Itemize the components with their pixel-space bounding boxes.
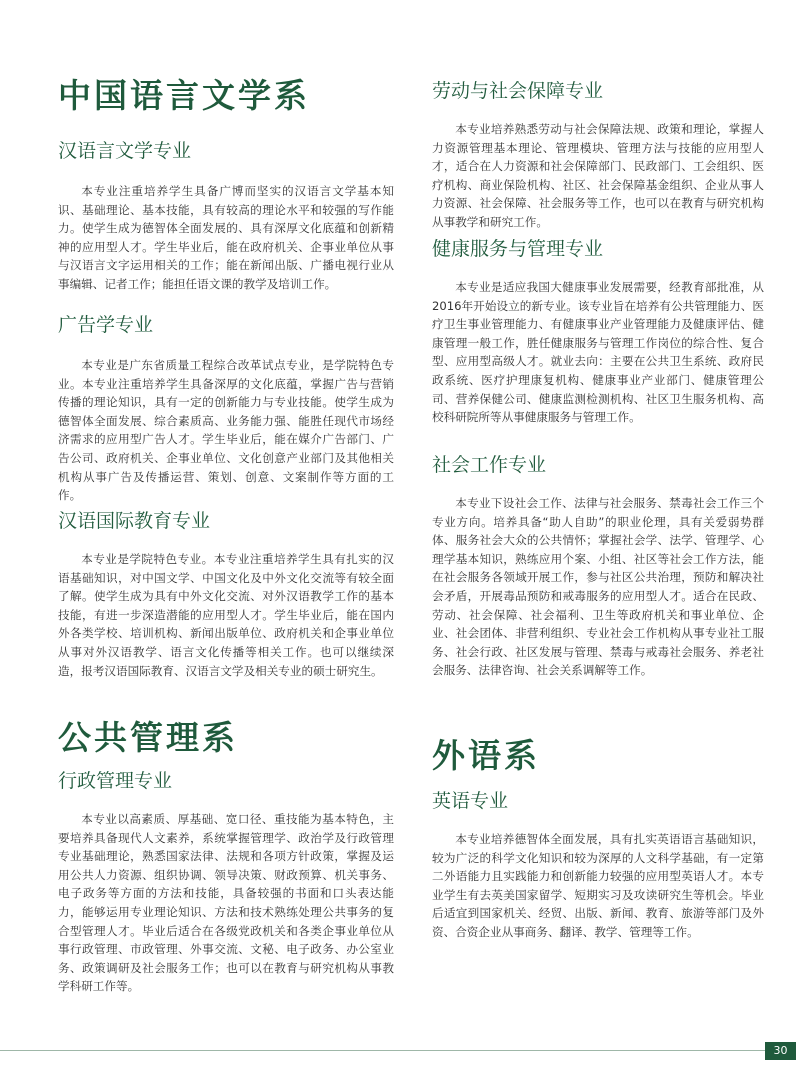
page-number: 30: [765, 1042, 796, 1060]
major-english: [432, 788, 764, 942]
major-title: 广告学专业: [58, 314, 154, 336]
major-social-work: [432, 452, 764, 680]
major-advertising: [58, 312, 394, 505]
right-column: [432, 0, 764, 1040]
major-title: 劳动与社会保障专业: [432, 80, 604, 102]
major-description: 本专业是广东省质量工程综合改革试点专业，是学院特色专业。本专业注重培养学生具备深厚的文化底蕴，掌握广告与营销传播的理论知识，具有一定的创新能力与专业技能。使学生成为德智体全面发展、综合素质高、业务能力强、能胜任现代市场经济需求的应用型广告人才。学生毕业后，能在媒介广告部门、广告公司、政府机关、企事业单位、文化创意产业部门及其他相关机构从事广告及传播运营、策划、创意、文案制作等方面的工作。: [58, 358, 394, 503]
major-description: 本专业培养德智体全面发展，具有扎实英语语言基础知识，较为广泛的科学文化知识和较为深厚的人文科学基础，有一定第二外语能力且实践能力和创新能力较强的应用型英语人才。本专业学生有去英美国家留学、短期实习及攻读研究生等机会。毕业后适宜到国家机关、经贸、出版、新闻、教育、旅游等部门及外资、合资企业从事商务、翻译、教学、管理等工作。: [432, 832, 764, 939]
department-title: 公共管理系: [58, 718, 238, 757]
major-title: 社会工作专业: [432, 454, 547, 476]
major-chinese-international-education: [58, 508, 394, 680]
major-title: 汉语国际教育专业: [58, 510, 211, 532]
major-description: 本专业注重培养学生具备广博而坚实的汉语言文学基本知识、基础理论、基本技能，具有较高的理论水平和较强的写作能力。使学生成为德智体全面发展的、具有深厚文化底蕴和创新精神的应用型人才。学生毕业后，能在政府机关、企事业单位从事与汉语言文字运用相关的工作；能在新闻出版、广播电视行业从事编辑、记者工作；能担任语文课的教学及培训工作。: [58, 184, 394, 291]
department-foreign-languages-section: [432, 736, 764, 776]
department-title: 外语系: [432, 736, 540, 775]
major-chinese-language-literature: [58, 138, 394, 294]
department-chinese-section: [58, 76, 394, 116]
left-column: [58, 0, 394, 1040]
major-description: 本专业下设社会工作、法律与社会服务、禁毒社会工作三个专业方向。培养具备“助人自助”的职业伦理，具有关爱弱势群体、服务社会大众的公共情怀；掌握社会学、法学、管理学、心理学基本知识，熟练应用个案、小组、社区等社会工作方法，能在社会服务各领域开展工作，参与社区公共治理，预防和解决社会矛盾，开展毒品预防和戒毒服务的应用型人才。适合在民政、劳动、社会保障、社会福利、卫生等政府机关和事业单位、企业、社会团体、非营利组织、专业社会工作机构从事专业社工服务、社会行政、社区发展与管理、禁毒与戒毒社会服务、养老社会服务、法律咨询、社会关系调解等工作。: [432, 496, 764, 678]
major-labor-social-security: [432, 78, 764, 232]
major-health-service-management: [432, 236, 764, 427]
department-title: 中国语言文学系: [58, 76, 310, 115]
major-administrative-management: [58, 768, 394, 996]
major-title: 英语专业: [432, 790, 509, 812]
department-public-management-section: [58, 718, 394, 758]
major-description: 本专业是适应我国大健康事业发展需要，经教育部批准，从2016年开始设立的新专业。该专业旨在培养有公共管理能力、医疗卫生事业管理能力、有健康事业产业管理能力及健康评估、健康管理一般工作，胜任健康服务与管理工作岗位的综合性、复合型、应用型高级人才。就业去向：主要在公共卫生系统、政府民政系统、医疗护理康复机构、健康事业产业部门、健康管理公司、营养保健公司、健康监测检测机构、社区卫生服务机构、高校科研院所等从事健康服务与管理工作。: [432, 280, 764, 425]
major-description: 本专业培养熟悉劳动与社会保障法规、政策和理论，掌握人力资源管理基本理论、管理模块、管理方法与技能的应用型人才，适合在人力资源和社会保障部门、民政部门、工会组织、医疗机构、商业保险机构、社区、社会保障基金组织、企业从事人力资源、社会保障、社会服务等工作，也可以在教育与研究机构从事教学和研究工作。: [432, 122, 764, 229]
major-title: 汉语言文学专业: [58, 140, 192, 162]
major-title: 健康服务与管理专业: [432, 238, 604, 260]
major-description: 本专业是学院特色专业。本专业注重培养学生具有扎实的汉语基础知识，对中国文学、中国文化及中外文化交流等有较全面了解。使学生成为具有中外文化交流、对外汉语教学工作的基本技能，有进一步深造潜能的应用型人才。学生毕业后，能在国内外各类学校、培训机构、新闻出版单位、政府机关和企事业单位从事对外汉语教学、语言文化传播等相关工作。也可以继续深造，报考汉语国际教育、汉语言文学及相关专业的硕士研究生。: [58, 552, 394, 678]
major-title: 行政管理专业: [58, 770, 173, 792]
page-bottom-rule: [0, 1050, 765, 1051]
major-description: 本专业以高素质、厚基础、宽口径、重技能为基本特色，主要培养具备现代人文素养，系统掌握管理学、政治学及行政管理专业基础理论，熟悉国家法律、法规和各项方针政策，掌握及运用公共人力资源、组织协调、领导决策、财政预算、机关事务、电子政务等方面的方法和技能，具备较强的书面和口头表达能力，能够运用专业理论知识、方法和技术熟练处理公共事务的复合型管理人才。毕业后适合在各级党政机关和各类企事业单位从事行政管理、市政管理、外事交流、文秘、电子政务、办公室业务、政策调研及社会服务工作；也可以在教育与研究机构从事教学科研工作等。: [58, 812, 394, 994]
